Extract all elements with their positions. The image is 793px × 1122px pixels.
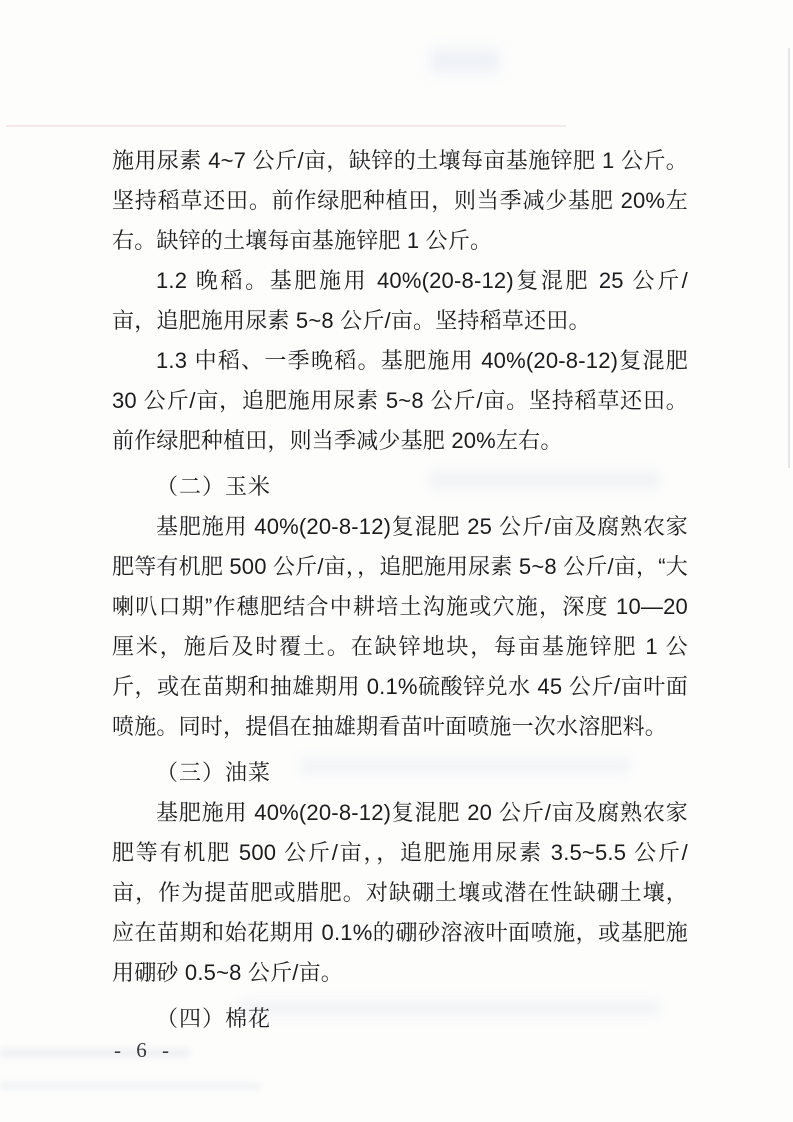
paragraph-corn: 基肥施用 40%(20-8-12)复混肥 25 公斤/亩及腐熟农家肥等有机肥 500 公斤/亩，，追肥施用尿素 5~8 公斤/亩，“大喇叭口期”作穗肥结合中耕培土沟施或穴施，深度 10—20 厘米，施后及时覆土。在缺锌地块，每亩基施锌肥 1 公斤，或在苗期和抽雄期用 0.1%硫酸锌兑水 45 公斤/亩叶面喷施。同时，提倡在抽雄期看苗叶面喷施一次水溶肥料。: [112, 514, 688, 739]
section-heading-cotton: （四）棉花: [156, 1006, 272, 1031]
section-heading-rapeseed: （三）油菜: [156, 760, 272, 785]
scan-artifact-line: [6, 125, 566, 127]
scan-artifact-edge: [788, 48, 790, 468]
paragraph-rice-late: 1.2 晚稻。基肥施用 40%(20-8-12)复混肥 25 公斤/亩，追肥施用尿素 5~8 公斤/亩。坚持稻草还田。: [112, 268, 688, 333]
paragraph-rice-middle: 1.3 中稻、一季晚稻。基肥施用 40%(20-8-12)复混肥 30 公斤/亩，追肥施用尿素 5~8 公斤/亩。坚持稻草还田。前作绿肥种植田，则当季减少基肥 20%左右。: [112, 348, 688, 453]
paragraph-rapeseed: 基肥施用 40%(20-8-12)复混肥 20 公斤/亩及腐熟农家肥等有机肥 500 公斤/亩，，追肥施用尿素 3.5~5.5 公斤/亩，作为提苗肥或腊肥。对缺硼土壤或潜在性缺硼土壤，应在苗期和始花期用 0.1%的硼砂溶液叶面喷施，或基肥施用硼砂 0.5~8 公斤/亩。: [112, 800, 688, 985]
paragraph-rice-early-continued: 施用尿素 4~7 公斤/亩，缺锌的土壤每亩基施锌肥 1 公斤。坚持稻草还田。前作绿肥种植田，则当季减少基肥 20%左右。缺锌的土壤每亩基施锌肥 1 公斤。: [112, 148, 688, 253]
section-heading-corn: （二）玉米: [156, 474, 272, 499]
scan-artifact-smudge: [430, 48, 500, 74]
scan-artifact-band: [0, 1082, 260, 1090]
page-number: - 6 -: [114, 1038, 174, 1062]
document-body: [112, 141, 688, 1039]
